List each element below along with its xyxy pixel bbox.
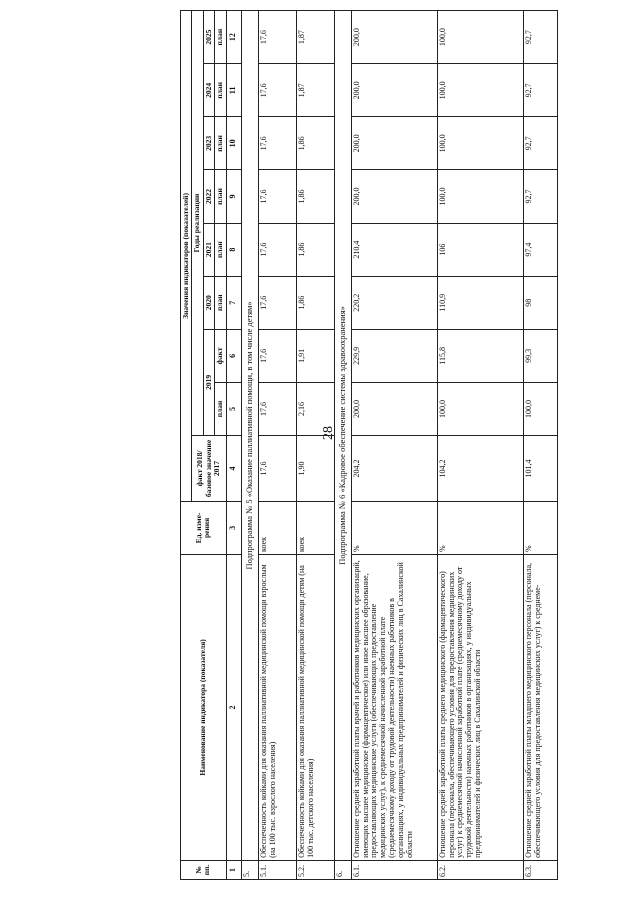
table-body: [241, 11, 557, 880]
row-name: Отношение средней заработной платы младшего медицинского персонала (персонала, обеспечивающего условия для предоставления медицинских услуг) к среднеме-: [523, 554, 557, 860]
row-name: Отношение средней заработной платы среднего медицинского (фармацевтического) персонала (персонала, обеспечивающего условия для предоставления медицинских услуг) к среднемесячной начисленной заработной плате (среднемесячному доходу от трудовой деятельности) наемных работников в организациях, у индивидуальных предпринимателей и физических лиц в Сахалинской области: [437, 554, 523, 860]
header-plan: план: [215, 276, 226, 329]
row-value: 1,91: [296, 329, 334, 382]
row-value: 97,4: [523, 223, 557, 276]
row-name: Обеспеченность койками для оказания паллиативной медицинской помощи взрослым (на 100 тыс. взрослого населения): [258, 554, 296, 860]
row-value: 17,6: [258, 170, 296, 223]
row-value: 17,6: [258, 117, 296, 170]
indicators-table: [180, 10, 558, 880]
row-name: Обеспеченность койками для оказания паллиативной медицинской помощи детям (на 100 тыс. детского населения): [296, 554, 334, 860]
header-plan: план: [215, 64, 226, 117]
column-number: 1: [226, 860, 241, 879]
row-value: 17,6: [258, 276, 296, 329]
header-plan: план: [215, 382, 226, 435]
section-num: 6.: [334, 860, 351, 879]
header-year-2022: 2022: [203, 170, 214, 223]
table-header: [181, 11, 242, 880]
header-year-2024: 2024: [203, 64, 214, 117]
row-value: 17,6: [258, 382, 296, 435]
column-number: 6: [226, 329, 241, 382]
row-value: 200,0: [351, 117, 437, 170]
column-number: 11: [226, 64, 241, 117]
column-number: 4: [226, 436, 241, 502]
column-number: 5: [226, 382, 241, 435]
section-title: Подпрограмма № 6 «Кадровое обеспечение системы здравоохранения»: [334, 11, 351, 861]
row-num: 5.2.: [296, 860, 334, 879]
header-plan: план: [215, 223, 226, 276]
row-name: Отношение средней заработной платы врачей и работников медицинских организаций, имеющих высшее медицинское (фармацевтическое) или иное высшее образование, предоставляющих медицинские услуги (обеспечивающих предоставление медицинских услуг), к среднемесячной начисленной заработной плате (среднемесячному доходу от трудовой деятельности) наемных работников в организациях, у индивидуальных предпринимателей и физических лиц в Сахалинской области: [351, 554, 437, 860]
header-year-2021: 2021: [203, 223, 214, 276]
column-number: 2: [226, 554, 241, 860]
column-number: 3: [226, 501, 241, 554]
row-value: 106: [437, 223, 523, 276]
row-value: 1,86: [296, 223, 334, 276]
header-plan: план: [215, 11, 226, 64]
row-value: 200,0: [351, 64, 437, 117]
row-value: 1,87: [296, 64, 334, 117]
row-value: 17,6: [258, 11, 296, 64]
row-value: 2,16: [296, 382, 334, 435]
table-row: [296, 11, 334, 880]
row-value: 17,6: [258, 329, 296, 382]
row-value: 110,9: [437, 276, 523, 329]
row-value: 200,0: [351, 11, 437, 64]
row-value: 100,0: [437, 382, 523, 435]
column-number: 10: [226, 117, 241, 170]
header-unit: Ед. изме-рения: [181, 501, 227, 554]
row-value: 99,3: [523, 329, 557, 382]
header-years-group: Годы реализации: [192, 11, 203, 436]
column-number: 12: [226, 11, 241, 64]
header-name: Наименование индикатора (показателя): [181, 554, 227, 860]
row-value: 210,4: [351, 223, 437, 276]
row-num: 6.2.: [437, 860, 523, 879]
table-row: [258, 11, 296, 880]
header-year-2020: 2020: [203, 276, 214, 329]
row-num: 6.1.: [351, 860, 437, 879]
row-value: 1,86: [296, 170, 334, 223]
page-number: 28: [321, 426, 336, 440]
section-row: [241, 11, 258, 880]
row-value: 1,90: [296, 436, 334, 502]
column-number-row: [226, 11, 241, 880]
row-num: 6.3.: [523, 860, 557, 879]
section-row: [334, 11, 351, 880]
row-value: 229,9: [351, 329, 437, 382]
header-num: № пп.: [181, 860, 227, 879]
header-year-2019: 2019: [203, 329, 214, 435]
column-number: 8: [226, 223, 241, 276]
row-value: 92,7: [523, 64, 557, 117]
column-number: 9: [226, 170, 241, 223]
header-fact: факт: [215, 329, 226, 382]
row-value: 220,2: [351, 276, 437, 329]
row-value: 100,0: [437, 117, 523, 170]
row-value: 200,0: [351, 382, 437, 435]
row-value: 100,0: [523, 382, 557, 435]
header-base-value: факт 2018/ базовое значение 2017: [192, 436, 226, 502]
row-num: 5.1.: [258, 860, 296, 879]
row-value: 17,6: [258, 64, 296, 117]
row-unit: %: [437, 501, 523, 554]
header-year-2023: 2023: [203, 117, 214, 170]
row-unit: коек: [258, 501, 296, 554]
row-value: 92,7: [523, 117, 557, 170]
row-value: 204,2: [351, 436, 437, 502]
header-year-2025: 2025: [203, 11, 214, 64]
header-values-group: Значения индикаторов (показателей): [181, 11, 192, 502]
row-value: 1,86: [296, 117, 334, 170]
row-value: 92,7: [523, 170, 557, 223]
row-value: 17,6: [258, 436, 296, 502]
row-unit: коек: [296, 501, 334, 554]
row-unit: %: [523, 501, 557, 554]
row-value: 100,0: [437, 64, 523, 117]
header-plan: план: [215, 170, 226, 223]
table-row: [523, 11, 557, 880]
row-value: 1,86: [296, 276, 334, 329]
rotated-table-container: [180, 10, 580, 880]
table-row: [437, 11, 523, 880]
row-value: 200,0: [351, 170, 437, 223]
row-value: 100,0: [437, 170, 523, 223]
column-number: 7: [226, 276, 241, 329]
section-num: 5.: [241, 860, 258, 879]
row-value: 115,8: [437, 329, 523, 382]
row-value: 98: [523, 276, 557, 329]
row-value: 17,6: [258, 223, 296, 276]
section-title: Подпрограмма № 5 «Оказание паллиативной помощи, в том числе детям»: [241, 11, 258, 861]
row-value: 104,2: [437, 436, 523, 502]
header-plan: план: [215, 117, 226, 170]
table-row: [351, 11, 437, 880]
row-value: 100,0: [437, 11, 523, 64]
row-unit: %: [351, 501, 437, 554]
row-value: 92,7: [523, 11, 557, 64]
row-value: 1,87: [296, 11, 334, 64]
row-value: 101,4: [523, 436, 557, 502]
